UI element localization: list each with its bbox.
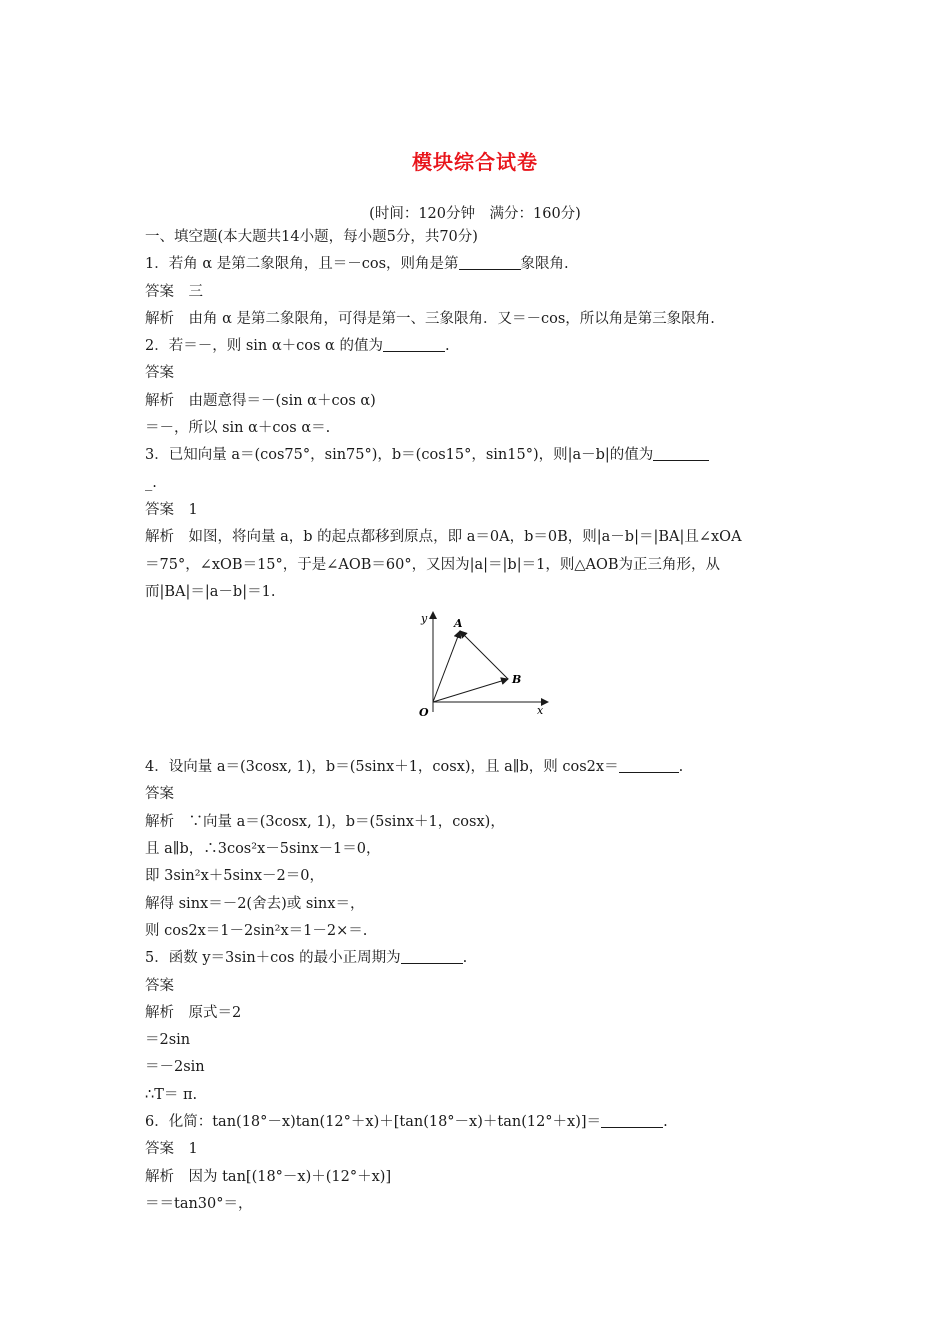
analysis-2-line1: 解析 由题意得＝－(sin α＋cos α) — [145, 392, 376, 409]
answer-blank — [619, 758, 679, 773]
analysis-4-line4: 解得 sinx＝－2(舍去)或 sinx＝， — [145, 895, 365, 912]
answer-blank — [601, 1113, 663, 1128]
question-6: 6．化简：tan(18°－x)tan(12°＋x)＋[tan(18°－x)＋tan(12°＋x)]＝ . — [145, 1114, 668, 1131]
answer-5: 答案 — [145, 977, 174, 994]
doc-body — [145, 224, 810, 1218]
analysis-4-line1: 解析 ∵向量 a＝(3cosx, 1)，b＝(5sinx＋1，cosx)， — [145, 813, 505, 830]
answer-blank — [401, 949, 463, 964]
question-2: 2．若＝－，则 sin α＋cos α 的值为 . — [145, 338, 450, 355]
label-y: y — [421, 612, 428, 626]
vector-ba — [460, 631, 508, 679]
analysis-3-line2: ＝75°，∠xOB＝15°，于是∠AOB＝60°，又因为|a|＝|b|＝1，则△AOB为正三角形，从 — [145, 556, 720, 573]
label-b: B — [512, 673, 522, 687]
answer-2: 答案 — [145, 365, 174, 382]
analysis-5-line2: ＝2sin — [145, 1032, 191, 1049]
analysis-5-line1: 解析 原式＝2 — [145, 1004, 242, 1021]
question-3-tail: _. — [145, 474, 157, 491]
vector-figure — [145, 606, 810, 754]
analysis-4-line5: 则 cos2x＝1－2sin²x＝1－2×＝. — [145, 922, 368, 939]
answer-6: 答案 1 — [145, 1141, 198, 1158]
vector-oa — [433, 631, 460, 702]
analysis-1: 解析 由角 α 是第二象限角，可得是第一、三象限角．又＝－cos，所以角是第三象限角. — [145, 310, 715, 327]
answer-1: 答案 三 — [145, 283, 203, 300]
answer-blank — [459, 255, 521, 270]
doc-title: 模块综合试卷 — [412, 150, 538, 174]
analysis-2-line2: ＝－，所以 sin α＋cos α＝. — [145, 420, 331, 437]
doc-subtitle: (时间：120分钟 满分：160分) — [369, 206, 581, 222]
analysis-5-line4: ∴T＝ π. — [145, 1086, 198, 1103]
question-3: 3．已知向量 a＝(cos75°，sin75°)，b＝(cos15°，sin15°)，则|a－b|的值为 — [145, 442, 810, 469]
label-a: A — [454, 617, 463, 631]
question-5: 5．函数 y＝3sin＋cos 的最小正周期为 . — [145, 950, 468, 967]
answer-4: 答案 — [145, 786, 174, 803]
analysis-6-line1: 解析 因为 tan[(18°－x)＋(12°＋x)] — [145, 1168, 392, 1185]
answer-blank — [383, 337, 445, 352]
vector-diagram — [408, 608, 558, 720]
analysis-4-line2: 且 a∥b，∴3cos²x－5sinx－1＝0， — [145, 841, 381, 858]
section-heading: 一、填空题(本大题共14小题，每小题5分，共70分) — [145, 229, 478, 245]
analysis-3-line3: 而|BA|＝|a－b|＝1. — [145, 583, 276, 600]
analysis-6-line2: ＝＝tan30°＝， — [145, 1195, 253, 1212]
vector-ob — [433, 679, 508, 702]
analysis-3-line1: 解析 如图，将向量 a，b 的起点都移到原点，即 a＝0A，b＝0B，则|a－b|＝|BA|且∠xOA — [145, 529, 742, 546]
label-o: O — [419, 706, 429, 720]
label-x: x — [537, 704, 544, 718]
answer-3: 答案 1 — [145, 501, 198, 518]
analysis-4-line3: 即 3sin²x＋5sinx－2＝0， — [145, 868, 325, 885]
question-4: 4．设向量 a＝(3cosx, 1)，b＝(5sinx＋1，cosx)，且 a∥b，则 cos2x＝ . — [145, 759, 684, 776]
analysis-5-line3: ＝－2sin — [145, 1059, 205, 1076]
question-1: 1．若角 α 是第二象限角，且＝－cos，则角是第 象限角. — [145, 256, 569, 273]
answer-blank — [653, 446, 709, 461]
